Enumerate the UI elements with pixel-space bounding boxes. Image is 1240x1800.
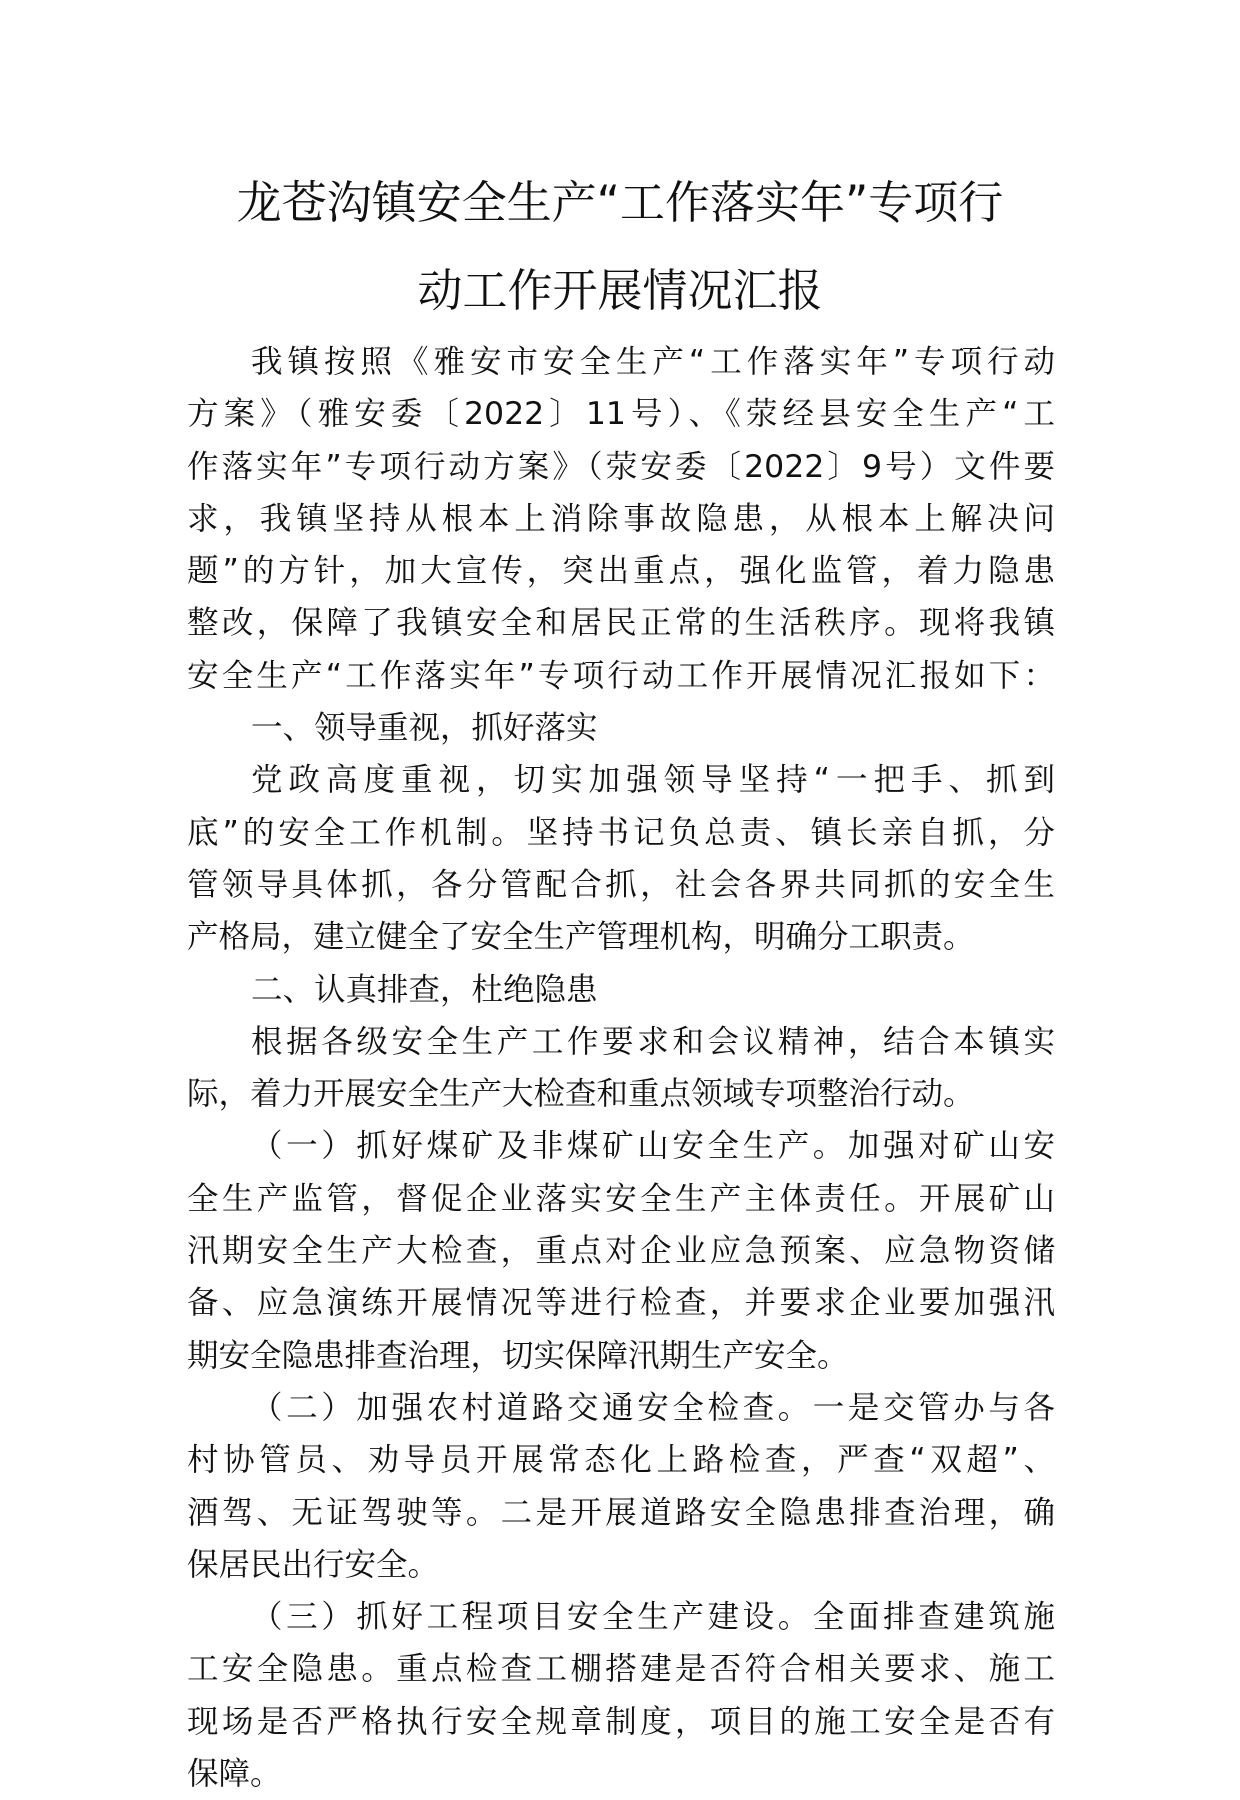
paragraph-line: 工安全隐患。重点检查工棚搭建是否符合相关要求、施工 — [187, 1651, 1055, 1688]
paragraph-line: 全生产监管，督促企业落实安全生产主体责任。开展矿山 — [187, 1180, 1055, 1217]
paragraph-line: 作落实年”专项行动方案》（荥安委〔2022〕9号）文件要 — [187, 448, 1055, 485]
paragraph-line: 备、应急演练开展情况等进行检查，并要求企业要加强汛 — [187, 1285, 1055, 1322]
paragraph-line: （二）加强农村道路交通安全检查。一是交管办与各 — [251, 1389, 1055, 1426]
document-title-line-1: 龙苍沟镇安全生产“工作落实年”专项行 — [236, 176, 1004, 229]
paragraph-line: 题”的方针，加大宣传，突出重点，强化监管，着力隐患 — [187, 553, 1055, 590]
paragraph-line: 安全生产“工作落实年”专项行动工作开展情况汇报如下： — [187, 657, 1055, 694]
paragraph-line: 我镇按照《雅安市安全生产“工作落实年”专项行动 — [251, 344, 1055, 380]
paragraph-line: （三）抓好工程项目安全生产建设。全面排查建筑施 — [251, 1599, 1055, 1636]
paragraph-line: 际，着力开展安全生产大检查和重点领域专项整治行动。 — [187, 1076, 975, 1113]
paragraph-line: 产格局，建立健全了安全生产管理机构，明确分工职责。 — [187, 919, 975, 956]
paragraph-line: 底”的安全工作机制。坚持书记负总责、镇长亲自抓，分 — [187, 814, 1055, 851]
paragraph-line: 根据各级安全生产工作要求和会议精神，结合本镇实 — [251, 1023, 1055, 1060]
paragraph-line: 汛期安全生产大检查，重点对企业应急预案、应急物资储 — [187, 1233, 1055, 1270]
paragraph-line: 求，我镇坚持从根本上消除事故隐患，从根本上解决问 — [187, 500, 1055, 537]
paragraph-line: （一）抓好煤矿及非煤矿山安全生产。加强对矿山安 — [251, 1128, 1055, 1165]
paragraph-line: 保障。 — [187, 1756, 282, 1793]
paragraph-line: 现场是否严格执行安全规章制度，项目的施工安全是否有 — [187, 1703, 1055, 1740]
paragraph-line: 村协管员、劝导员开展常态化上路检查，严查“双超”、 — [187, 1442, 1055, 1479]
document-title-line-2: 动工作开展情况汇报 — [417, 264, 823, 317]
section-heading-2: 二、认真排查，杜绝隐患 — [251, 971, 598, 1008]
section-heading-1: 一、领导重视，抓好落实 — [251, 710, 598, 747]
paragraph-line: 期安全隐患排查治理，切实保障汛期生产安全。 — [187, 1337, 849, 1374]
paragraph-line: 保居民出行安全。 — [187, 1546, 440, 1583]
document-body — [187, 336, 1055, 1800]
paragraph-line: 整改，保障了我镇安全和居民正常的生活秩序。现将我镇 — [187, 605, 1055, 642]
paragraph-line: 党政高度重视，切实加强领导坚持“一把手、抓到 — [251, 762, 1055, 799]
paragraph-line: 酒驾、无证驾驶等。二是开展道路安全隐患排查治理，确 — [187, 1494, 1055, 1531]
paragraph-line: 管领导具体抓，各分管配合抓，社会各界共同抓的安全生 — [187, 866, 1055, 903]
paragraph-line: 方案》（雅安委〔2022〕11号）、《荥经县安全生产“工 — [187, 396, 1055, 433]
